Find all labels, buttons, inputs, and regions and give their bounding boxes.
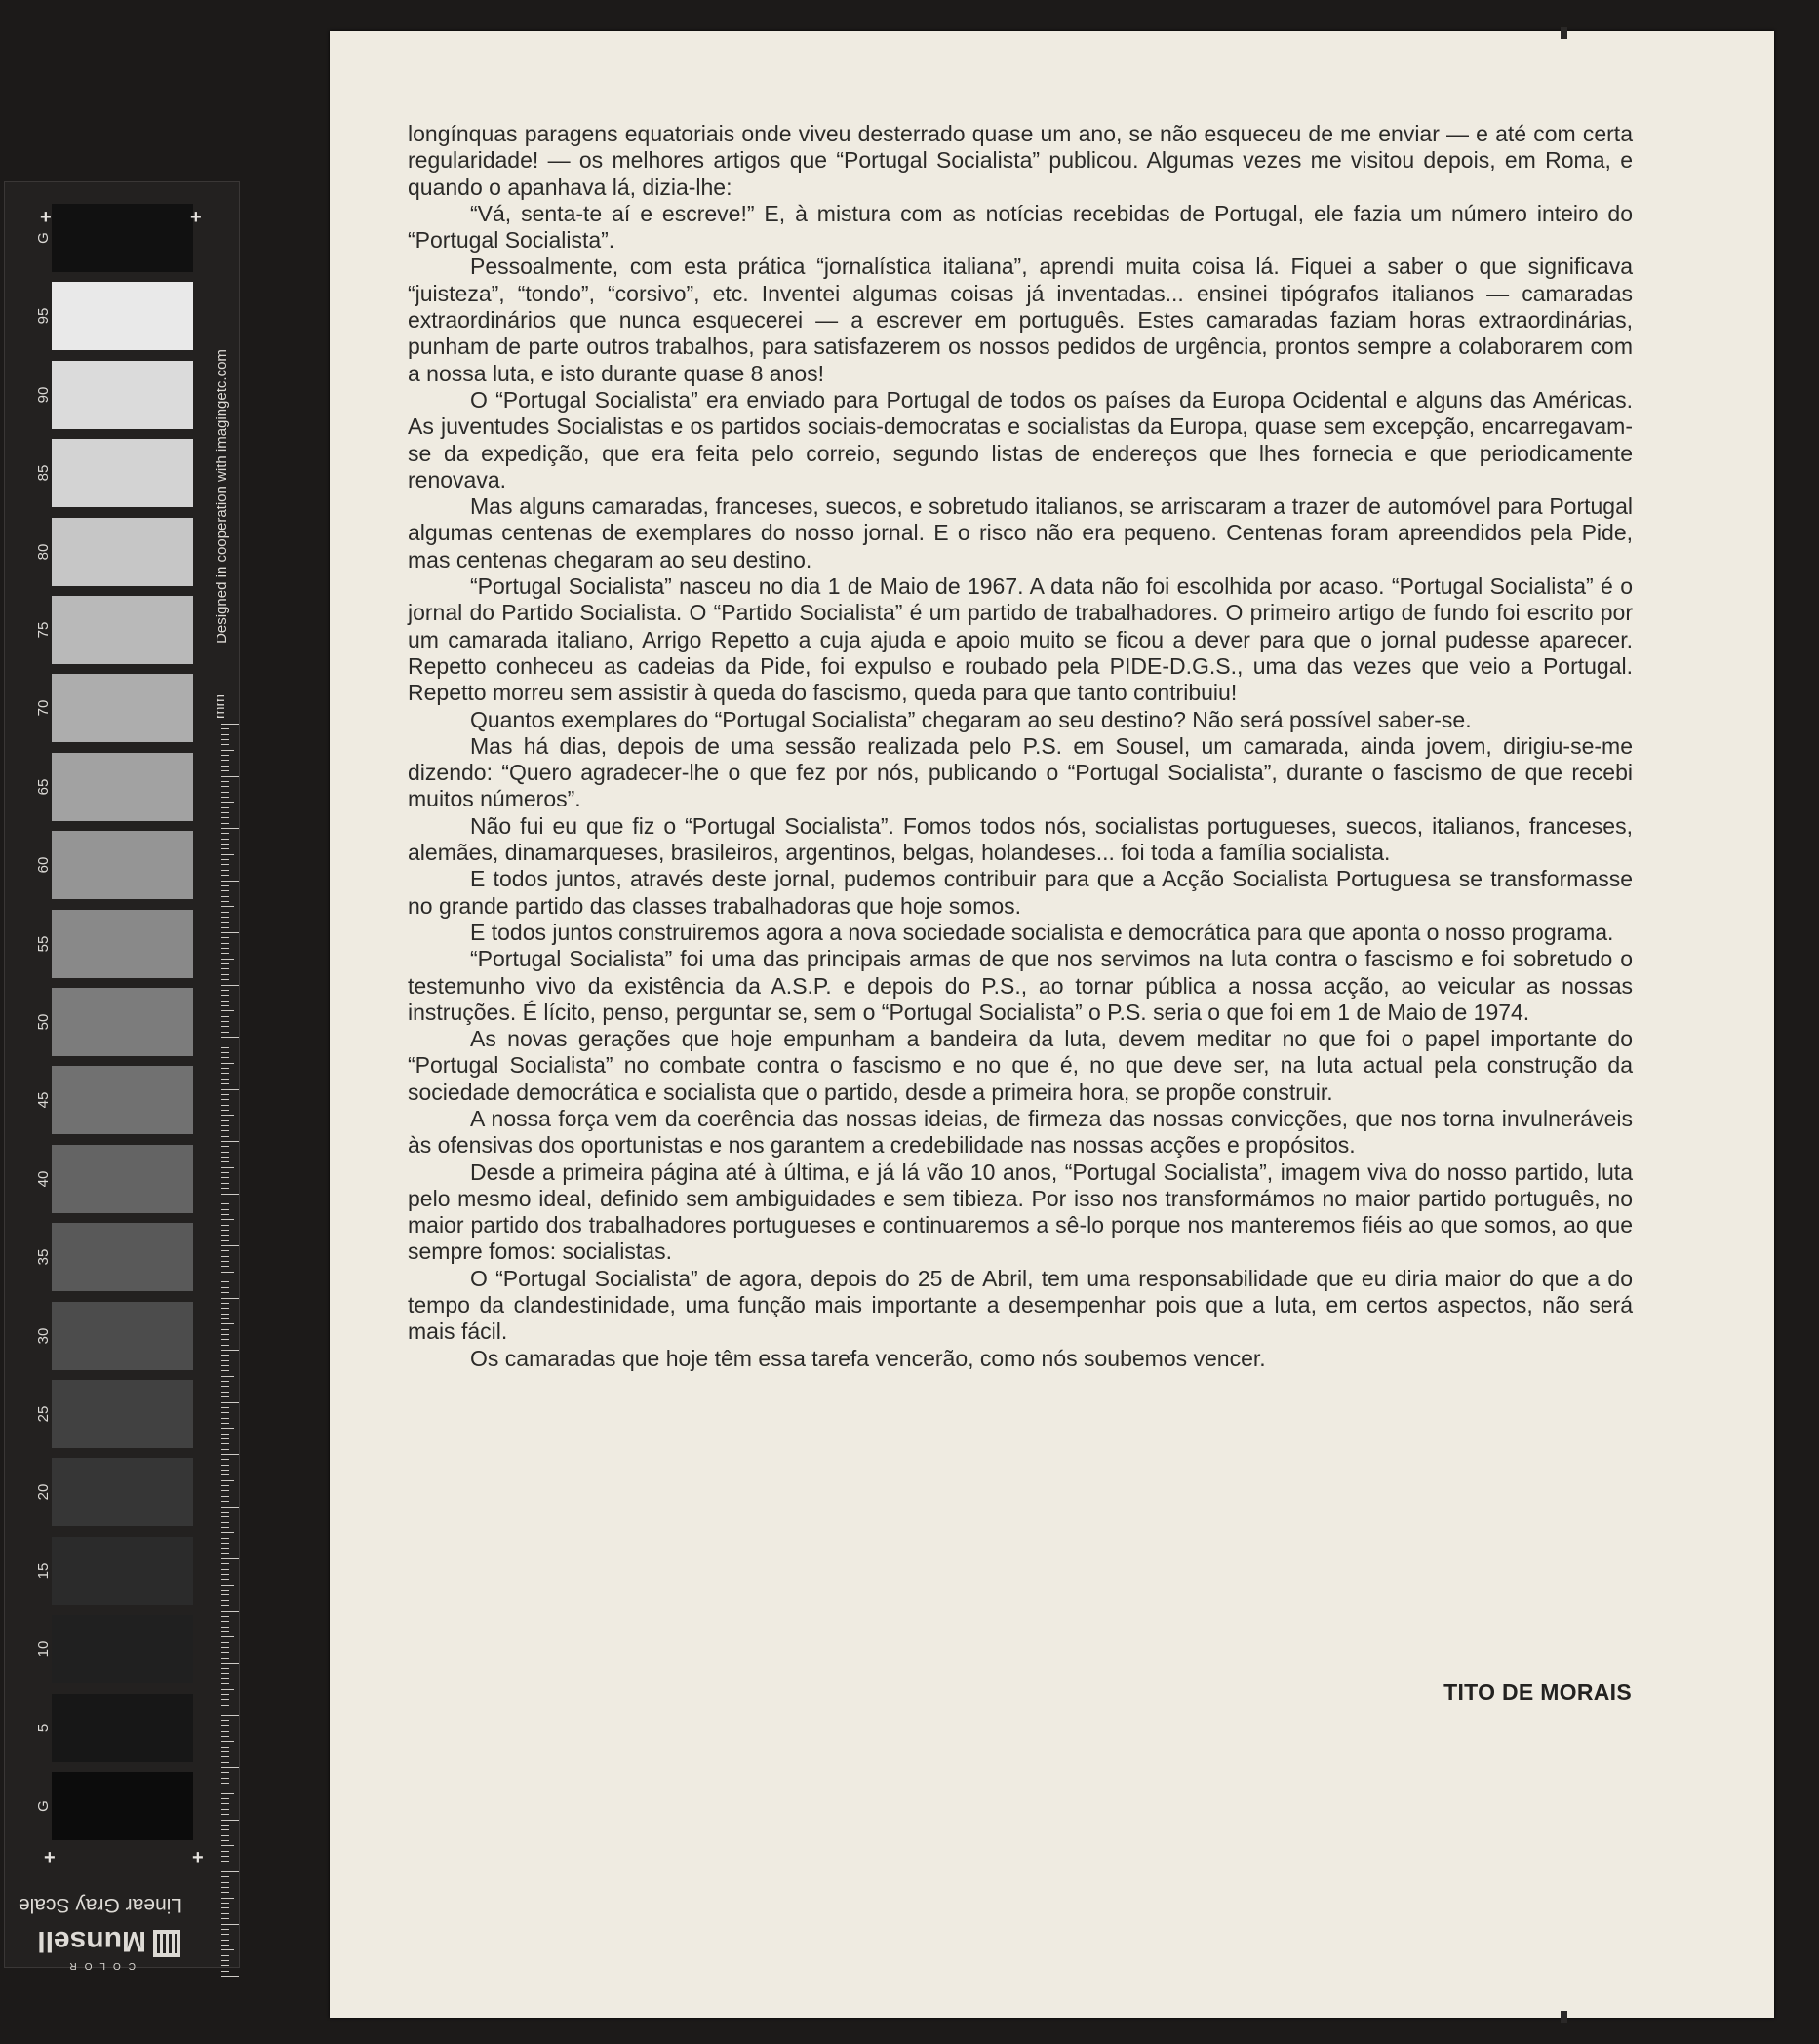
ruler-tick <box>221 1073 229 1074</box>
ruler-tick <box>221 1298 239 1299</box>
ruler-tick <box>221 953 229 954</box>
ruler-tick <box>221 1976 239 1977</box>
paragraph: A nossa força vem da coerência das nossas ideias, de firmeza das nossas convicções, que nos torna invulneráveis às ofensivas dos oportunistas e nos garantem a credebilidade nas nossas acções e propósitos. <box>408 1105 1633 1159</box>
ruler-tick <box>221 1778 229 1779</box>
ruler-tick <box>221 1861 229 1862</box>
ruler-tick <box>221 1287 229 1288</box>
ruler-tick <box>221 1594 229 1595</box>
ruler-tick <box>221 1783 229 1784</box>
ruler-tick <box>221 979 229 980</box>
ruler-tick <box>221 1345 229 1346</box>
ruler-tick <box>221 1949 234 1950</box>
ruler-tick <box>221 1240 229 1241</box>
ruler-tick <box>221 1574 229 1575</box>
paragraph: Os camaradas que hoje têm essa tarefa vencerão, como nós soubemos vencer. <box>470 1345 1266 1371</box>
ruler-tick <box>221 995 229 996</box>
ruler-tick <box>221 1924 239 1925</box>
ruler-tick <box>221 1365 229 1366</box>
ruler-tick <box>221 1225 229 1226</box>
ruler-tick <box>221 1235 229 1236</box>
ruler-tick <box>221 1652 229 1653</box>
ruler-tick <box>221 1585 234 1586</box>
paragraph: O “Portugal Socialista” de agora, depois do 25 de Abril, tem uma responsabilidade que eu diria maior do que a do tempo da clandestinidade, uma função mais importante a desempenhar pois que a luta, em certos aspectos, não será mais fácil. <box>408 1265 1633 1345</box>
ruler-tick <box>221 1631 229 1632</box>
ruler-tick <box>221 1209 229 1210</box>
ruler-tick <box>221 1183 229 1184</box>
ruler-tick <box>221 1459 229 1460</box>
ruler-tick <box>221 985 239 986</box>
gray-patch <box>52 831 193 899</box>
ruler-tick <box>221 1705 229 1706</box>
brand-name: Munsell <box>37 1925 146 1957</box>
ruler-tick <box>221 1699 229 1700</box>
registration-mark: + <box>40 207 52 228</box>
ruler-tick <box>221 1386 229 1387</box>
ruler-tick <box>221 1407 229 1408</box>
ruler-tick <box>221 1130 229 1131</box>
ruler-tick <box>221 1470 229 1471</box>
ruler-tick <box>221 1141 239 1142</box>
ruler-tick <box>221 1543 229 1544</box>
ruler-tick <box>221 1683 229 1684</box>
unit-label: mm <box>212 694 228 719</box>
gray-patch <box>52 674 193 742</box>
ruler-tick <box>221 1548 229 1549</box>
ruler-tick <box>221 1277 229 1278</box>
paragraph: Não fui eu que fiz o “Portugal Socialista”. Fomos todos nós, socialistas portugueses, suecos, italianos, franceses, alemães, dinamarqueses, brasileiros, argentinos, belgas, holandeses... foi toda a família socialista. <box>408 812 1633 866</box>
ruler-tick <box>221 1616 229 1617</box>
ruler-tick <box>221 1052 229 1053</box>
ruler-tick <box>221 1736 229 1737</box>
paragraph: Quantos exemplares do “Portugal Socialista” chegaram ao seu destino? Não será possível saber-se. <box>470 706 1472 732</box>
gray-label: 15 <box>35 1562 52 1580</box>
gray-scale-card <box>4 181 240 1971</box>
ruler-tick <box>221 1627 229 1628</box>
ruler-tick <box>221 1392 229 1393</box>
gray-label: 50 <box>35 1013 52 1031</box>
ruler-tick <box>221 1715 239 1716</box>
gray-patch <box>52 1145 193 1213</box>
paragraph: Mas há dias, depois de uma sessão realizada pelo P.S. em Sousel, um camarada, ainda jovem, dirigiu-se-me dizendo: “Quero agradecer-lhe o que fez por nós, publicando o “Portugal Socialista”, durante o fascismo de que recebi muitos números”. <box>408 732 1633 812</box>
gray-patch <box>52 1615 193 1683</box>
ruler-tick <box>221 1329 229 1330</box>
ruler-tick <box>221 1083 229 1084</box>
registration-mark: + <box>190 207 202 228</box>
gray-patch <box>52 753 193 821</box>
ruler-tick <box>221 1161 229 1162</box>
ruler-tick <box>221 1845 234 1846</box>
ruler-tick <box>221 1636 234 1637</box>
gray-patch <box>52 988 193 1056</box>
ruler-tick <box>221 1219 234 1220</box>
ruler-tick <box>221 1443 229 1444</box>
ruler-tick <box>221 1851 229 1852</box>
ruler-tick <box>221 1720 229 1721</box>
ruler-tick <box>221 1350 239 1351</box>
ruler-tick <box>221 1835 229 1836</box>
ruler-tick <box>221 906 234 907</box>
ruler-tick <box>221 1063 234 1064</box>
ruler-tick <box>221 1167 234 1168</box>
ruler-tick <box>221 1256 229 1257</box>
ruler-tick <box>221 1856 229 1857</box>
gray-patch <box>52 1066 193 1134</box>
ruler-tick <box>221 1538 229 1539</box>
ruler-tick <box>221 1214 229 1215</box>
ruler-tick <box>221 1496 229 1497</box>
gray-patch <box>52 596 193 664</box>
paragraph: O “Portugal Socialista” era enviado para Portugal de todos os países da Europa Ocidental e alguns das Américas. As juventudes Socialistas e os partidos sociais-democratas e socialistas da Europa, quase sem excepção, encarregavam-se da expedição, que era feita pelo correio, segundo listas de endereços que lhes fornecia e que periodicamente renovava. <box>408 386 1633 492</box>
ruler-tick <box>221 1016 229 1017</box>
ruler-tick <box>221 1245 239 1246</box>
ruler-tick <box>221 1668 229 1669</box>
ruler-tick <box>221 948 229 949</box>
ruler-tick <box>221 1355 229 1356</box>
ruler-tick <box>221 1465 229 1466</box>
ruler-tick <box>221 1396 229 1397</box>
ruler-tick <box>221 1658 229 1659</box>
ruler-tick <box>221 1516 229 1517</box>
ruler-tick <box>221 1725 229 1726</box>
gray-patch <box>52 204 193 272</box>
ruler-tick <box>221 1803 229 1804</box>
gray-patch <box>52 1694 193 1762</box>
article-body <box>408 121 1633 1372</box>
ruler-tick <box>221 1125 229 1126</box>
ruler-tick <box>221 1887 229 1888</box>
ruler-tick <box>221 1814 229 1815</box>
ruler-tick <box>221 1741 234 1742</box>
gray-patch <box>52 1458 193 1526</box>
ruler-tick <box>221 1512 229 1513</box>
ruler-tick <box>221 1611 239 1612</box>
ruler-tick <box>221 1105 229 1106</box>
ruler-tick <box>221 1376 234 1377</box>
ruler-tick <box>221 1642 229 1643</box>
ruler-tick <box>221 1563 229 1564</box>
ruler-tick <box>221 1600 229 1601</box>
ruler-tick <box>221 1955 229 1956</box>
ruler-tick <box>221 937 229 938</box>
paragraph: E todos juntos construiremos agora a nova sociedade socialista e democrática para que aponta o nosso programa. <box>470 919 1614 945</box>
ruler-tick <box>221 974 229 975</box>
registration-mark: + <box>192 1847 204 1868</box>
ruler-tick <box>221 1037 239 1038</box>
ruler-tick <box>221 990 229 991</box>
gray-label: 55 <box>35 935 52 952</box>
registration-mark: + <box>44 1847 56 1868</box>
ruler-tick <box>221 1250 229 1251</box>
gray-patch <box>52 518 193 586</box>
ruler-tick <box>221 1381 229 1382</box>
ruler-tick <box>221 1115 234 1116</box>
brand-sub: COLOR <box>61 1960 136 1971</box>
ruler-tick <box>221 927 229 928</box>
credit-text: Designed in cooperation with imagingetc.com <box>214 349 230 644</box>
ruler-tick <box>221 959 234 960</box>
ruler-tick <box>221 1474 229 1475</box>
ruler-tick <box>221 1418 229 1419</box>
ruler-tick <box>221 1136 229 1137</box>
ruler-tick <box>221 1647 229 1648</box>
ruler-tick <box>221 1152 229 1153</box>
gray-label: 65 <box>35 778 52 796</box>
ruler-tick <box>221 1762 229 1763</box>
ruler-tick <box>221 1001 229 1002</box>
ruler-tick <box>221 1820 239 1821</box>
ruler-tick <box>221 1747 229 1748</box>
gray-label: 30 <box>35 1327 52 1344</box>
gray-patch <box>52 1537 193 1605</box>
ruler-tick <box>221 1057 229 1058</box>
ruler-tick <box>221 1673 229 1674</box>
gray-label: 10 <box>35 1640 52 1658</box>
ruler-tick <box>221 1590 229 1591</box>
ruler-tick <box>221 917 229 918</box>
ruler-tick <box>221 1021 229 1022</box>
munsell-logo-icon <box>153 1930 180 1957</box>
staple-mark <box>1561 2011 1567 2023</box>
ruler-tick <box>221 1907 229 1908</box>
ruler-tick <box>221 1882 229 1883</box>
ruler-tick <box>221 1731 229 1732</box>
ruler-tick <box>221 1605 229 1606</box>
gray-patch <box>52 361 193 429</box>
document-page <box>330 31 1774 2018</box>
paragraph: Mas alguns camaradas, franceses, suecos, e sobretudo italianos, se arriscaram a trazer de automóvel para Portugal algumas centenas de exemplares do nosso jornal. E o risco não era pequeno. Centenas foram apreendidos pela Pide, mas centenas chegaram ao seu destino. <box>408 493 1633 572</box>
ruler-tick <box>221 1266 229 1267</box>
ruler-tick <box>221 1157 229 1158</box>
ruler-tick <box>221 912 229 913</box>
ruler-tick <box>221 1434 229 1435</box>
gray-label: 60 <box>35 856 52 874</box>
ruler-tick <box>221 1188 229 1189</box>
ruler-tick <box>221 1412 229 1413</box>
gray-label: 20 <box>35 1484 52 1501</box>
ruler-tick <box>221 1793 234 1794</box>
ruler-tick <box>221 1532 234 1533</box>
ruler-tick <box>221 1913 229 1914</box>
ruler-tick <box>221 1940 229 1941</box>
gray-label: 80 <box>35 543 52 560</box>
ruler-tick <box>221 1579 229 1580</box>
ruler-tick <box>221 1449 229 1450</box>
paragraph: longínquas paragens equatoriais onde viveu desterrado quase um ano, se não esqueceu de me enviar — e até com certa regularidade! — os melhores artigos que “Portugal Socialista” publicou. Algumas vezes me visitou depois, em Roma, e quando o apanhava lá, dizia-lhe: <box>408 121 1633 200</box>
ruler-tick <box>221 922 229 923</box>
ruler-tick <box>221 1825 229 1826</box>
gray-patch <box>52 1302 193 1370</box>
ruler-tick <box>221 1428 234 1429</box>
ruler-tick <box>221 1903 229 1904</box>
paragraph: E todos juntos, através deste jornal, pudemos contribuir para que a Acção Socialista Portuguesa se transformasse no grande partido das classes trabalhadoras que hoje somos. <box>408 866 1633 919</box>
ruler-tick <box>221 1756 229 1757</box>
gray-patch <box>52 1380 193 1448</box>
ruler-tick <box>221 1809 229 1810</box>
ruler-tick <box>221 932 239 933</box>
gray-patch <box>52 1772 193 1840</box>
ruler-tick <box>221 1965 229 1966</box>
ruler-tick <box>221 1120 229 1121</box>
ruler-tick <box>221 1569 229 1570</box>
ruler-tick <box>221 1485 229 1486</box>
ruler-tick <box>221 1918 229 1919</box>
ruler-tick <box>221 1099 229 1100</box>
gray-label: 75 <box>35 621 52 639</box>
ruler-tick <box>221 1005 229 1006</box>
ruler-tick <box>221 1334 229 1335</box>
ruler-tick <box>221 1146 229 1147</box>
ruler-tick <box>221 1177 229 1178</box>
ruler-tick <box>221 1230 229 1231</box>
gray-label: G <box>35 1800 52 1812</box>
ruler-tick <box>221 1308 229 1309</box>
staple-mark <box>1561 27 1567 39</box>
ruler-tick <box>221 1339 229 1340</box>
ruler-tick <box>221 1194 239 1195</box>
ruler-tick <box>221 1694 229 1695</box>
ruler-tick <box>221 1798 229 1799</box>
ruler-tick <box>221 1971 229 1972</box>
ruler-tick <box>221 1934 229 1935</box>
ruler-tick <box>221 1490 229 1491</box>
gray-label: 35 <box>35 1248 52 1266</box>
ruler-tick <box>221 1527 229 1528</box>
ruler-tick <box>221 1454 239 1455</box>
ruler-tick <box>221 1840 229 1841</box>
ruler-tick <box>221 1945 229 1946</box>
ruler-tick <box>221 1829 229 1830</box>
ruler-tick <box>221 1203 229 1204</box>
ruler-tick <box>221 1172 229 1173</box>
ruler-tick <box>221 1318 229 1319</box>
ruler-tick <box>221 1423 229 1424</box>
ruler-tick <box>221 963 229 964</box>
ruler-tick <box>221 1370 229 1371</box>
gray-label: 85 <box>35 464 52 482</box>
gray-patch <box>52 282 193 350</box>
ruler-tick <box>221 1663 239 1664</box>
ruler-tick <box>221 1678 229 1679</box>
gray-label: 70 <box>35 700 52 717</box>
gray-label: 45 <box>35 1092 52 1109</box>
ruler-tick <box>221 1767 239 1768</box>
ruler-tick <box>221 1068 229 1069</box>
ruler-tick <box>221 1689 234 1690</box>
ruler-tick <box>221 1360 229 1361</box>
paragraph: “Vá, senta-te aí e escreve!” E, à mistura com as notícias recebidas de Portugal, ele fazia um número inteiro do “Portugal Socialista”. <box>408 200 1633 254</box>
ruler-tick <box>221 1281 229 1282</box>
gray-label: 5 <box>35 1723 52 1732</box>
ruler-tick <box>221 1323 234 1324</box>
ruler-tick <box>221 1751 229 1752</box>
paragraph: “Portugal Socialista” foi uma das principais armas de que nos servimos na luta contra o fascismo e foi sobretudo o testemunho vivo da existência da A.S.P. e depois do P.S., ao tornar pública a nossa acção, ao veicular as nossas instruções. É lícito, penso, perguntar se, sem o “Portugal Socialista” o P.S. seria o que foi em 1 de Maio de 1974. <box>408 946 1633 1025</box>
ruler-tick <box>221 1314 229 1315</box>
ruler-tick <box>221 1929 229 1930</box>
ruler-tick <box>221 1772 229 1773</box>
ruler-tick <box>221 1094 229 1095</box>
gray-label: G <box>35 232 52 244</box>
gray-label: 25 <box>35 1405 52 1423</box>
paragraph: Pessoalmente, com esta prática “jornalística italiana”, aprendi muita coisa lá. Fiquei a saber o que significava “juisteza”, “tondo”, “corsivo”, etc. Inventei algumas coisas já inventadas... ensinei tipógrafos italianos — camaradas extraordinários que nunca esquecerei — a escrever em português. Estes camaradas faziam horas extraordinárias, punham de parte outros trabalhos, para satisfazerem os nossos pedidos de urgência, prontos sempre a colaborarem com a nossa luta, e isto durante quase 8 anos! <box>408 254 1633 386</box>
ruler-tick <box>221 1558 239 1559</box>
ruler-tick <box>221 1522 229 1523</box>
ruler-tick <box>221 1507 239 1508</box>
ruler-tick <box>221 1892 229 1893</box>
mm-ruler <box>221 724 241 1982</box>
ruler-tick <box>221 1110 229 1111</box>
paragraph: “Portugal Socialista” nasceu no dia 1 de Maio de 1967. A data não foi escolhida por acaso. “Portugal Socialista” é o jornal do Partido Socialista. O “Partido Socialista” é um partido de trabalhadores. O primeiro artigo de fundo foi escrito por um camarada italiano, Arrigo Repetto a cuja ajuda e apoio muito se ficou a dever para que o jornal pudesse aparecer. Repetto conheceu as cadeias da Pide, foi expulso e roubado pela PIDE-D.G.S., uma das vezes que veio a Portugal. Repetto morreu sem assistir à queda do fascismo, queda para que tanto contribuiu! <box>408 573 1633 706</box>
gray-label: 40 <box>35 1170 52 1188</box>
ruler-tick <box>221 1089 239 1090</box>
gray-patch <box>52 910 193 978</box>
ruler-tick <box>221 1876 229 1877</box>
ruler-tick <box>221 1047 229 1048</box>
ruler-tick <box>221 1501 229 1502</box>
gray-patch <box>52 1223 193 1291</box>
ruler-tick <box>221 1621 229 1622</box>
ruler-tick <box>221 1438 229 1439</box>
gray-label: 90 <box>35 386 52 404</box>
scale-title: Linear Gray Scale <box>18 1894 183 1916</box>
gray-label: 95 <box>35 308 52 325</box>
ruler-tick <box>221 1026 229 1027</box>
ruler-tick <box>221 1402 239 1403</box>
ruler-tick <box>221 1553 229 1554</box>
paragraph: As novas gerações que hoje empunham a bandeira da luta, devem meditar no que foi o papel importante do “Portugal Socialista” no combate contra o fascismo e no que é, no que deve ser, na luta actual pela construção da sociedade democrática e socialista que o partido, desde a primeira hora, se propõe construir. <box>408 1026 1633 1105</box>
ruler-tick <box>221 1303 229 1304</box>
ruler-tick <box>221 1898 234 1899</box>
ruler-tick <box>221 968 229 969</box>
ruler-tick <box>221 1010 234 1011</box>
ruler-tick <box>221 1960 229 1961</box>
gray-patch <box>52 439 193 507</box>
ruler-tick <box>221 1079 229 1080</box>
paragraph: Desde a primeira página até à última, e já lá vão 10 anos, “Portugal Socialista”, imagem viva do nosso partido, luta pelo mesmo ideal, definido sem ambiguidades e sem tibieza. Por isso nos transformámos no maior partido português, no maior partido dos trabalhadores portugueses e continuaremos a sê-lo porque nos manteremos fiéis ao que somos, ao que sempre fomos: socialistas. <box>408 1159 1633 1265</box>
ruler-tick <box>221 943 229 944</box>
ruler-tick <box>221 1480 234 1481</box>
ruler-tick <box>221 1272 234 1273</box>
ruler-tick <box>221 1292 229 1293</box>
author-signature: TITO DE MORAIS <box>1443 1679 1632 1705</box>
ruler-tick <box>221 1871 239 1872</box>
ruler-tick <box>221 1032 229 1033</box>
ruler-tick <box>221 1261 229 1262</box>
